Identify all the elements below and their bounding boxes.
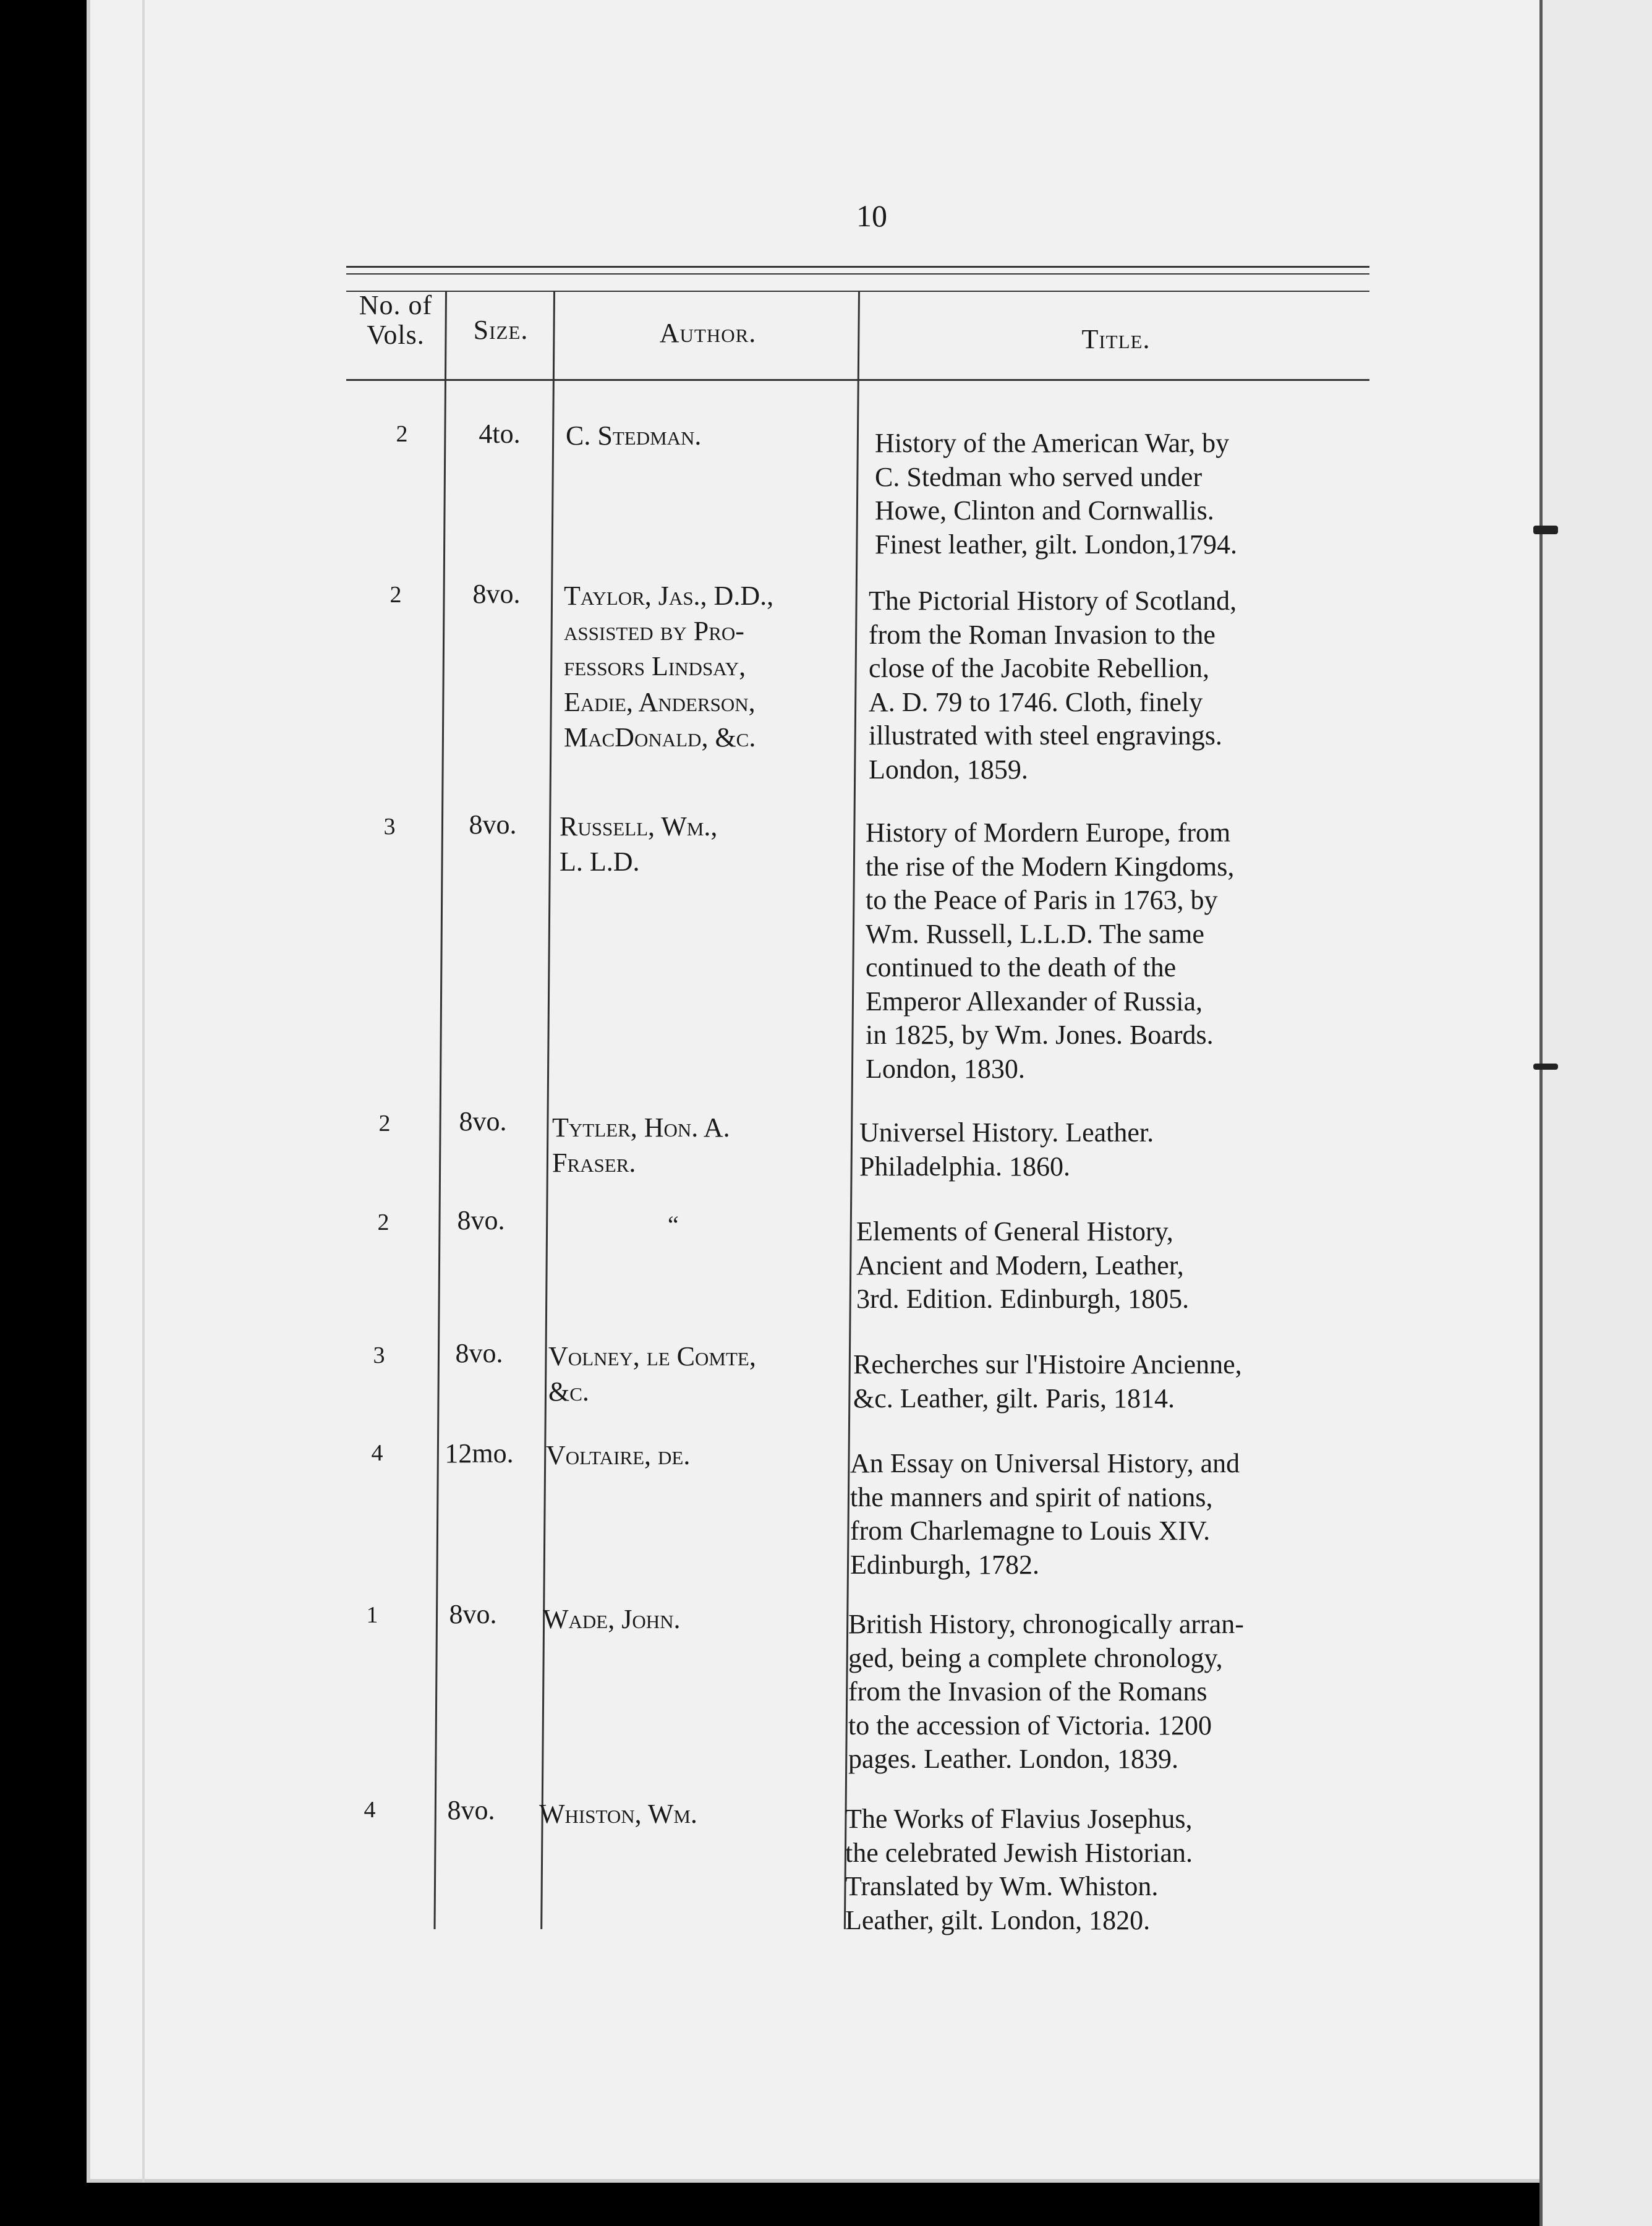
- entry-title: An Essay on Universal History, and the manners and spirit of nations, from Charlemagne to Louis XIV. Edinburgh, 1782.: [850, 1448, 1240, 1580]
- entry-title: British History, chronogically arran- ged, being a complete chronology, from the Invasion of the Romans to the accession of Victoria. 1200 pages. Leather. London, 1839.: [848, 1609, 1244, 1775]
- header-vols: No. of Vols.: [359, 290, 433, 351]
- header-size: Size.: [473, 315, 529, 345]
- entry-author: Whiston, Wm.: [539, 1799, 697, 1829]
- entry-size: 8vo.: [472, 579, 521, 609]
- header-title: Title.: [1081, 324, 1151, 354]
- entry-size: 12mo.: [445, 1438, 514, 1469]
- entry-vols: 3: [373, 1342, 385, 1368]
- entry-author: Voltaire, de.: [546, 1440, 691, 1470]
- entry-size: 8vo.: [455, 1338, 503, 1368]
- entry-size: 8vo.: [457, 1205, 505, 1235]
- entry-vols: 4: [371, 1440, 383, 1466]
- entry-author: Russell, Wm., L. L.D.: [560, 811, 718, 877]
- entry-author: Tytler, Hon. A. Fraser.: [552, 1112, 730, 1179]
- entry-vols: 3: [383, 814, 396, 840]
- binding-thread-mark: [1533, 526, 1558, 534]
- entry-title: History of the American War, by C. Stedman who served under Howe, Clinton and Cornwallis. Finest leather, gilt. London,1794.: [875, 428, 1238, 560]
- entry-author: C. Stedman.: [566, 420, 702, 451]
- entry-vols: 2: [378, 1111, 391, 1136]
- entry-size: 4to.: [479, 419, 521, 449]
- entry-title: Elements of General History, Ancient and Modern, Leather, 3rd. Edition. Edinburgh, 1805.: [856, 1216, 1190, 1315]
- entry-size: 8vo.: [449, 1599, 497, 1629]
- facing-page-edge: [1539, 0, 1652, 2226]
- entry-title: The Pictorial History of Scotland, from the Roman Invasion to the close of the Jacobite Rebellion, A. D. 79 to 1746. Cloth, finely illustrated with steel engravings. London, 1859.: [869, 586, 1237, 785]
- entry-author: Wade, John.: [543, 1604, 681, 1634]
- entry-vols: 4: [364, 1797, 376, 1823]
- entry-title: The Works of Flavius Josephus, the celebrated Jewish Historian. Translated by Wm. Whiston. Leather, gilt. London, 1820.: [845, 1804, 1193, 1935]
- entry-title: Recherches sur l'Histoire Ancienne, &c. Leather, gilt. Paris, 1814.: [853, 1349, 1242, 1414]
- entry-vols: 2: [390, 582, 402, 608]
- entry-title: Universel History. Leather. Philadelphia. 1860.: [859, 1117, 1154, 1182]
- header-author: Author.: [659, 318, 757, 348]
- page-number: 10: [856, 198, 887, 233]
- entry-size: 8vo.: [469, 809, 517, 840]
- entry-vols: 2: [377, 1209, 390, 1235]
- entry-size: 8vo.: [459, 1106, 507, 1136]
- entry-author: Taylor, Jas., D.D., assisted by Pro- fessors Lindsay, Eadie, Anderson, MacDonald, &c.: [564, 581, 774, 753]
- entry-author: Volney, le Comte, &c.: [548, 1341, 756, 1407]
- binding-thread-mark: [1533, 1064, 1558, 1070]
- top-rule-thick: [346, 266, 1369, 268]
- entry-vols: 1: [366, 1602, 378, 1628]
- entry-title: History of Mordern Europe, from the rise of the Modern Kingdoms, to the Peace of Paris in 1763, by Wm. Russell, L.L.D. The same continued to the death of the Emperor Allexander of Russia, in 1825, by Wm. Jones. Boards. London, 1830.: [866, 817, 1235, 1084]
- entry-size: 8vo.: [447, 1795, 495, 1825]
- top-rule-thin: [346, 273, 1369, 275]
- entry-vols: 2: [396, 421, 408, 447]
- entry-author-ditto: “: [668, 1211, 679, 1239]
- page-fold-line: [142, 0, 145, 2183]
